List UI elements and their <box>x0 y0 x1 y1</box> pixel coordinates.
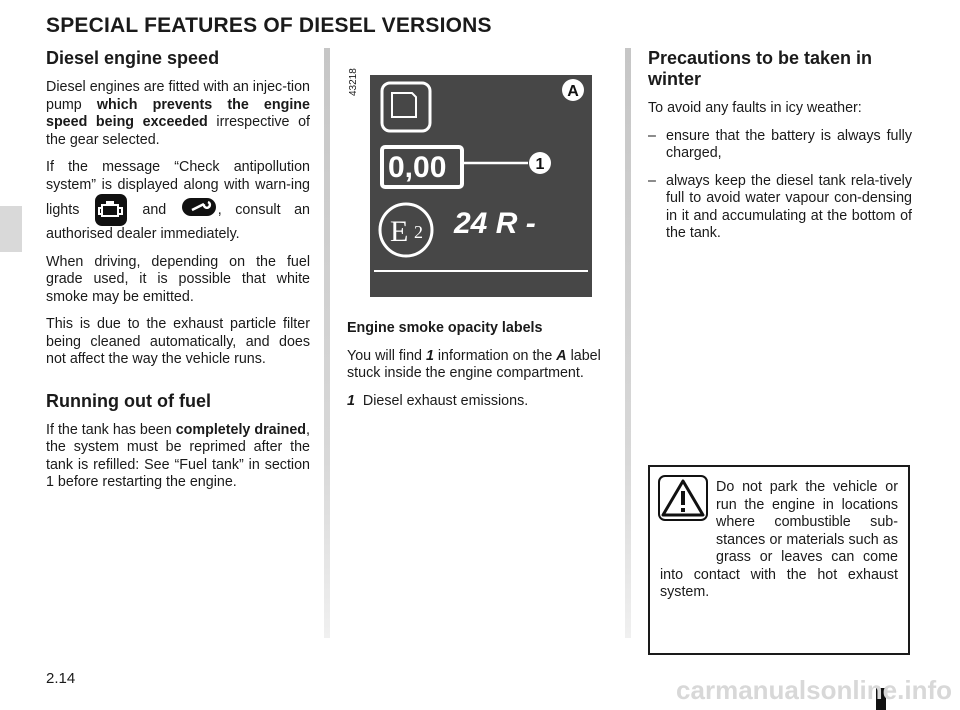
opacity-value: 0,00 <box>388 151 447 184</box>
warning-text: Do not park the vehicle or run the engine in locations where combustible sub-stances or materials such as grass or leaves can come into contact with the hot exhaust system. <box>660 479 898 600</box>
legend-item <box>347 393 609 411</box>
heading-diesel-engine-speed: Diesel engine speed <box>46 48 220 68</box>
service-wrench-icon <box>182 198 216 216</box>
emblem-letter: E <box>390 215 409 248</box>
text: If the tank has been <box>46 421 176 438</box>
column-middle <box>347 320 609 420</box>
paragraph-white-smoke: When driving, depending on the fuel grade used, it is possible that white smoke may be emitted. <box>46 253 310 305</box>
text: label stuck inside the engine compartment. <box>347 347 601 381</box>
image-number: 43218 <box>348 68 359 96</box>
warning-text-block <box>660 479 898 602</box>
column-left <box>46 48 310 502</box>
text-bold: Engine smoke opacity labels <box>347 320 543 336</box>
warning-box <box>648 465 910 655</box>
label-illustration <box>370 75 592 297</box>
column-right <box>648 48 912 253</box>
section-tab <box>0 206 22 252</box>
text-bold: completely drained <box>175 421 307 438</box>
watermark: carmanualsonline.info <box>676 675 952 705</box>
list-item: – ensure that the battery is always fully charged, <box>648 128 912 163</box>
heading-winter-precautions: Precautions to be taken in winter <box>648 48 873 89</box>
text: information on the <box>433 347 557 364</box>
figure-description <box>347 348 609 383</box>
column-divider <box>625 48 631 638</box>
smoke-opacity-label-figure <box>370 75 592 297</box>
ref-1: 1 <box>425 347 434 364</box>
engine-warning-icon <box>95 194 127 226</box>
text: irrespective of the gear selected. <box>46 114 310 148</box>
paragraph-injection-pump <box>46 79 310 149</box>
paragraph-fuel-reprime <box>46 422 310 492</box>
winter-list <box>648 128 912 243</box>
emblem-digit: 2 <box>414 222 423 242</box>
text: If the message “Check antipollution system” is displayed along with warn-ing lights <box>46 159 310 218</box>
paragraph-antipollution <box>46 159 310 244</box>
legend-number: 1 <box>347 392 355 409</box>
text: and <box>128 202 180 218</box>
page-number: 2.14 <box>46 670 76 687</box>
list-item: – always keep the diesel tank rela-tively full to avoid water vapour con-densing in it and accumulating at the bottom of the tank. <box>648 173 912 243</box>
ref-a: A <box>556 347 567 364</box>
text: Diesel engines are fitted with an injec-tion pump <box>46 79 310 113</box>
callout-1-label: 1 <box>535 156 545 173</box>
page-title: SPECIAL FEATURES OF DIESEL VERSIONS <box>46 14 492 37</box>
text: You will find <box>347 347 426 364</box>
callout-a-label: A <box>567 83 579 100</box>
heading-running-out-of-fuel: Running out of fuel <box>46 390 211 411</box>
text: , consult an authorised dealer immediately. <box>46 202 310 242</box>
paragraph-particle-filter: This is due to the exhaust particle filter being cleaned automatically, and does not affect the way the vehicle runs. <box>46 316 310 367</box>
emission-code: 24 R - <box>454 207 536 240</box>
column-divider <box>324 48 330 638</box>
text: , the system must be reprimed after the tank is refilled: See “Fuel tank” in section 1 before restarting the engine. <box>46 421 310 490</box>
figure-heading <box>347 320 609 338</box>
text-bold: which prevents the engine speed being exceeded <box>46 96 310 130</box>
legend-text: Diesel exhaust emissions. <box>362 392 529 409</box>
winter-intro: To avoid any faults in icy weather: <box>648 100 862 116</box>
